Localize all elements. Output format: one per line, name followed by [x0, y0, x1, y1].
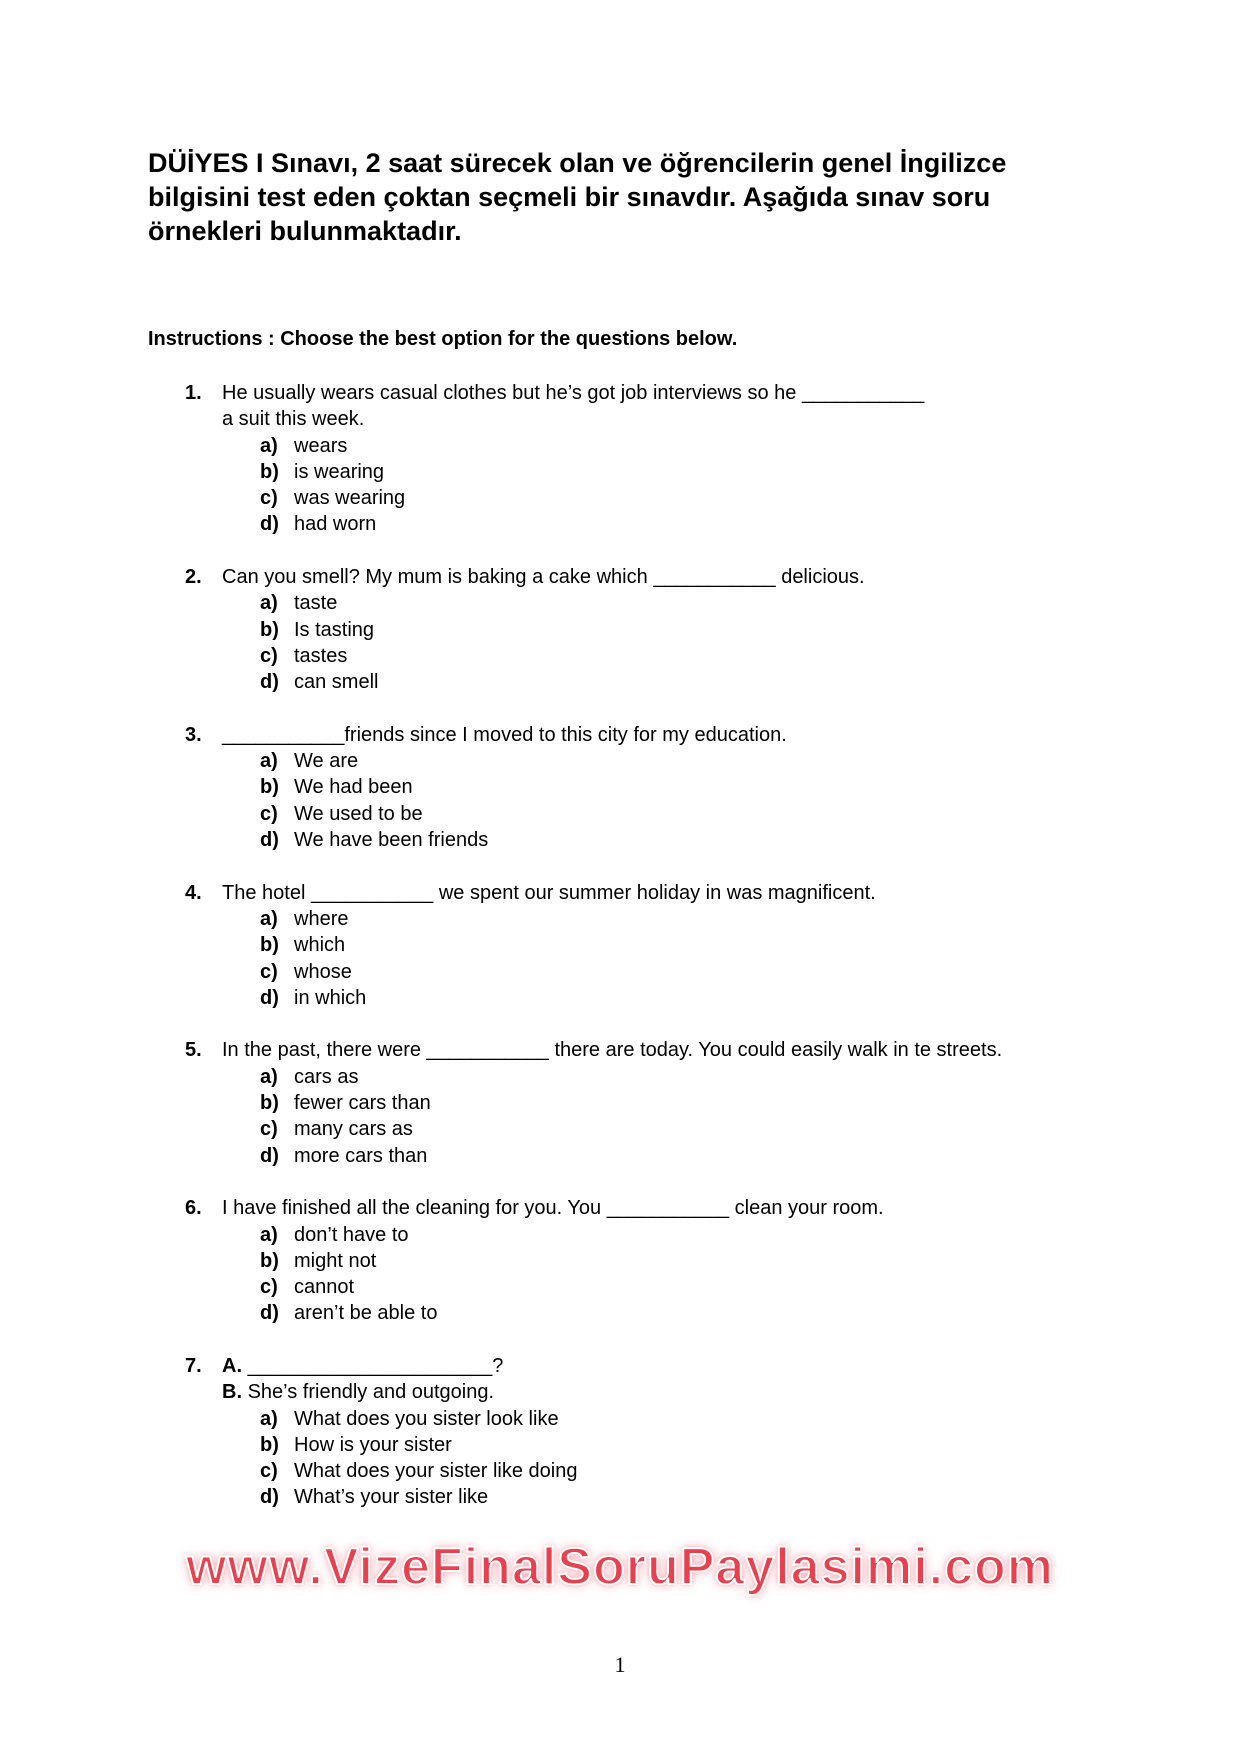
option — [185, 985, 1185, 1011]
option-text: whose — [294, 960, 352, 983]
option-text: What’s your sister like — [294, 1486, 489, 1509]
option — [185, 1458, 1185, 1484]
option-text: aren’t be able to — [294, 1302, 438, 1325]
option-letter: c) — [260, 1460, 278, 1483]
option-text: in which — [294, 986, 367, 1009]
question-text: The hotel ___________ we spent our summer holiday in was magnificent. — [222, 881, 876, 904]
option — [185, 590, 1185, 616]
question-5 — [185, 1037, 1185, 1168]
question-number: 3. — [185, 723, 202, 746]
option-text: was wearing — [294, 487, 406, 510]
option-letter: a) — [260, 434, 278, 457]
option — [185, 1248, 1185, 1274]
option — [185, 1090, 1185, 1116]
option-letter: a) — [260, 750, 278, 773]
option-letter: d) — [260, 671, 279, 694]
option-text: How is your sister — [294, 1433, 452, 1456]
question-list — [185, 380, 1185, 1537]
option-letter: d) — [260, 1486, 279, 1509]
speaker-a-label: A. — [222, 1354, 242, 1377]
instructions: Instructions : Choose the best option for the questions below. — [148, 328, 738, 350]
option-letter: b) — [260, 618, 279, 641]
option-text: where — [294, 907, 349, 930]
question-4 — [185, 880, 1185, 1011]
option — [185, 433, 1185, 459]
option — [185, 1274, 1185, 1300]
question-number: 4. — [185, 881, 202, 904]
option — [185, 485, 1185, 511]
option-letter: a) — [260, 1065, 278, 1088]
option-text: had worn — [294, 513, 377, 536]
option-letter: c) — [260, 644, 278, 667]
option — [185, 827, 1185, 853]
option — [185, 1064, 1185, 1090]
question-number: 5. — [185, 1039, 202, 1062]
option — [185, 459, 1185, 485]
option — [185, 1143, 1185, 1169]
option-text: more cars than — [294, 1144, 428, 1167]
question-number: 7. — [185, 1354, 202, 1377]
option — [185, 801, 1185, 827]
option-letter: a) — [260, 1407, 278, 1430]
option-text: might not — [294, 1249, 377, 1272]
option — [185, 1484, 1185, 1510]
option — [185, 774, 1185, 800]
option-letter: d) — [260, 1302, 279, 1325]
question-1 — [185, 380, 1185, 538]
page-title: DÜİYES I Sınavı, 2 saat sürecek olan ve öğrencilerin genel İngilizce bilgisini test eden çoktan seçmeli bir sınavdır. Aşağıda sınav soru örnekleri bulunmaktadır. — [148, 148, 1007, 246]
watermark: www.VizeFinalSoruPaylasimi.com — [185, 1538, 1055, 1596]
option — [185, 932, 1185, 958]
option-letter: d) — [260, 1144, 279, 1167]
option — [185, 1222, 1185, 1248]
question-text: ___________friends since I moved to this city for my education. — [222, 723, 787, 746]
option-letter: a) — [260, 592, 278, 615]
option — [185, 511, 1185, 537]
question-number: 2. — [185, 566, 202, 589]
option-text: many cars as — [294, 1118, 413, 1141]
option-text: Is tasting — [294, 618, 375, 641]
option — [185, 1116, 1185, 1142]
option-text: which — [294, 934, 346, 957]
option-letter: c) — [260, 487, 278, 510]
option-letter: a) — [260, 1223, 278, 1246]
question-number: 6. — [185, 1197, 202, 1220]
option-letter: b) — [260, 1092, 279, 1115]
option — [185, 669, 1185, 695]
option — [185, 643, 1185, 669]
question-text-continued: a suit this week. — [222, 408, 365, 431]
option-letter: b) — [260, 1433, 279, 1456]
speaker-b-label: B. — [222, 1381, 242, 1404]
option — [185, 959, 1185, 985]
option-text: We used to be — [294, 802, 423, 825]
question-text: I have finished all the cleaning for you. You ___________ clean your room. — [222, 1197, 884, 1220]
option-text: We had been — [294, 776, 413, 799]
option-letter: b) — [260, 460, 279, 483]
option-letter: d) — [260, 829, 279, 852]
question-text: Can you smell? My mum is baking a cake which ___________ delicious. — [222, 566, 865, 589]
option-text: is wearing — [294, 460, 385, 483]
page-number: 1 — [614, 1652, 626, 1677]
question-7 — [185, 1353, 1185, 1511]
option-text: We are — [294, 750, 359, 773]
option — [185, 1406, 1185, 1432]
speaker-a-text: ______________________? — [247, 1354, 504, 1377]
option-letter: c) — [260, 1118, 278, 1141]
option-letter: b) — [260, 1249, 279, 1272]
option-text: cannot — [294, 1276, 355, 1299]
option-text: don’t have to — [294, 1223, 409, 1246]
option — [185, 906, 1185, 932]
option-letter: c) — [260, 802, 278, 825]
question-6 — [185, 1195, 1185, 1326]
option-text: wears — [294, 434, 348, 457]
option — [185, 617, 1185, 643]
option-letter: d) — [260, 986, 279, 1009]
option-letter: a) — [260, 907, 278, 930]
option — [185, 1300, 1185, 1326]
option-text: tastes — [294, 644, 348, 667]
option-text: taste — [294, 592, 338, 615]
question-text: He usually wears casual clothes but he’s got job interviews so he ___________ — [222, 382, 925, 404]
option-letter: b) — [260, 934, 279, 957]
question-text: In the past, there were ___________ there are today. You could easily walk in te streets. — [222, 1039, 1003, 1062]
option-text: cars as — [294, 1065, 359, 1088]
option-text: can smell — [294, 671, 379, 694]
question-2 — [185, 564, 1185, 695]
option-letter: b) — [260, 776, 279, 799]
option-text: fewer cars than — [294, 1092, 431, 1115]
question-3 — [185, 722, 1185, 853]
option — [185, 748, 1185, 774]
option-letter: c) — [260, 960, 278, 983]
option-text: What does your sister like doing — [294, 1460, 578, 1483]
question-number: 1. — [185, 382, 202, 404]
option-letter: d) — [260, 513, 279, 536]
option-text: We have been friends — [294, 829, 489, 852]
option-letter: c) — [260, 1276, 278, 1299]
speaker-b-text: She’s friendly and outgoing. — [247, 1381, 495, 1404]
option-text: What does you sister look like — [294, 1407, 559, 1430]
option — [185, 1432, 1185, 1458]
